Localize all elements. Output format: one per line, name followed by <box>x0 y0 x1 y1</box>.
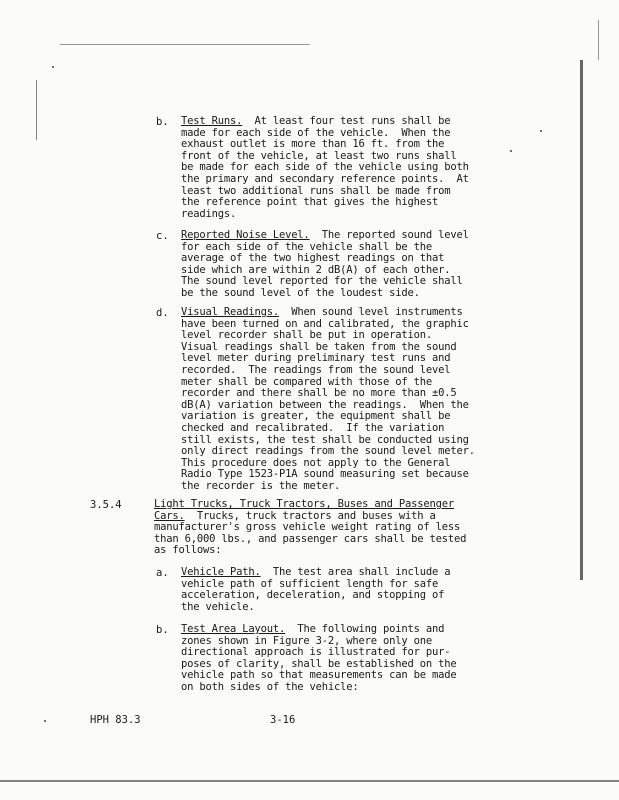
text-line: The following points and <box>285 623 445 635</box>
paragraph-visual-readings <box>181 307 475 493</box>
text-line: Visual readings shall be taken from the sound <box>181 340 457 353</box>
text-line: acceleration, deceleration, and stopping of <box>181 589 445 602</box>
text-line: front of the vehicle, at least two runs shall <box>181 149 457 162</box>
text-line: The reported sound level <box>309 229 469 241</box>
text-line: least two additional runs shall be made from <box>181 184 451 197</box>
section-paragraph <box>154 499 466 557</box>
text-line: poses of clarity, shall be established on the <box>181 657 457 670</box>
page-number: 3-16 <box>270 714 296 726</box>
text-line: manufacturer's gross vehicle weight rating of less <box>154 521 461 534</box>
text-line: made for each side of the vehicle. When the <box>181 126 451 139</box>
text-line: Trucks, truck tractors and buses with a <box>184 509 436 522</box>
scan-artifact-dot <box>540 130 542 132</box>
text-line: the reference point that gives the highest <box>181 196 439 209</box>
paragraph-test-runs <box>181 116 469 220</box>
text-line: This procedure does not apply to the General <box>181 456 451 469</box>
text-line: recorder and there shall be no more than ±0.5 <box>181 387 457 400</box>
text-line: the recorder is the meter. <box>181 479 341 492</box>
text-line: checked and recalibrated. If the variation <box>181 421 445 434</box>
text-line: for each side of the vehicle shall be the <box>181 240 432 253</box>
text-line: on both sides of the vehicle: <box>181 680 359 693</box>
item-label: c. <box>156 230 169 242</box>
text-line: vehicle path of sufficient length for safe <box>181 577 439 590</box>
item-label: d. <box>156 307 169 319</box>
text-line: the vehicle. <box>181 600 255 613</box>
heading-reported-noise-level: Reported Noise Level. <box>181 229 310 241</box>
text-line: meter shall be compared with those of the <box>181 375 432 388</box>
text-line: level recorder shall be put in operation. <box>181 329 432 342</box>
text-line: only direct readings from the sound level meter. <box>181 445 475 458</box>
text-line: The test area shall include a <box>260 566 451 578</box>
text-line: average of the two highest readings on that <box>181 252 445 265</box>
scan-artifact-top-line <box>60 44 310 45</box>
text-line: zones shown in Figure 3-2, where only one <box>181 634 432 647</box>
text-line: exhaust outlet is more than 16 ft. from the <box>181 138 445 151</box>
text-line: At least four test runs shall be <box>242 115 451 127</box>
text-line: level meter during preliminary test runs and <box>181 352 451 365</box>
item-label: b. <box>156 624 169 636</box>
text-line: directional approach is illustrated for pur- <box>181 646 451 659</box>
text-line: be made for each side of the vehicle using both <box>181 161 469 174</box>
text-line: recorded. The readings from the sound level <box>181 363 451 376</box>
text-line: variation is greater, the equipment shall be <box>181 410 451 423</box>
text-line: the primary and secondary reference points. At <box>181 172 469 185</box>
scan-artifact-dot <box>52 66 54 68</box>
item-label: b. <box>156 116 169 128</box>
text-line: When sound level instruments <box>278 306 463 318</box>
scan-artifact-dot <box>510 150 512 152</box>
paragraph-vehicle-path <box>181 567 450 613</box>
heading-visual-readings: Visual Readings. <box>181 306 279 318</box>
heading-test-area-layout: Test Area Layout. <box>181 623 286 635</box>
heading-vehicle-path: Vehicle Path. <box>181 566 261 578</box>
text-line: side which are within 2 dB(A) of each other. <box>181 263 451 276</box>
scan-artifact-dot <box>44 720 46 722</box>
paragraph-test-area-layout <box>181 624 456 694</box>
section-heading-line-1: Light Trucks, Truck Tractors, Buses and Passenger <box>154 498 454 510</box>
heading-test-runs: Test Runs. <box>181 115 243 127</box>
scan-artifact-right-bar <box>580 60 583 580</box>
text-line: dB(A) variation between the readings. When the <box>181 398 469 411</box>
document-id: HPH 83.3 <box>90 714 141 726</box>
item-label: a. <box>156 567 169 579</box>
text-line: The sound level reported for the vehicle shall <box>181 275 463 288</box>
scan-artifact-right-edge <box>598 20 599 60</box>
section-number: 3.5.4 <box>90 499 122 511</box>
text-line: vehicle path so that measurements can be made <box>181 669 457 682</box>
scan-artifact-left-bar <box>36 80 37 140</box>
text-line: readings. <box>181 207 237 220</box>
text-line: Radio Type 1523-P1A sound measuring set because <box>181 468 469 481</box>
text-line: as follows: <box>154 544 222 557</box>
text-line: be the sound level of the loudest side. <box>181 286 420 299</box>
text-line: than 6,000 lbs., and passenger cars shall be tested <box>154 532 467 545</box>
paragraph-reported-noise-level <box>181 230 469 300</box>
section-heading-line-2: Cars. <box>154 509 185 522</box>
scan-artifact-bottom-line <box>0 780 619 782</box>
text-line: have been turned on and calibrated, the graphic <box>181 317 469 330</box>
text-line: still exists, the test shall be conducted using <box>181 433 469 446</box>
